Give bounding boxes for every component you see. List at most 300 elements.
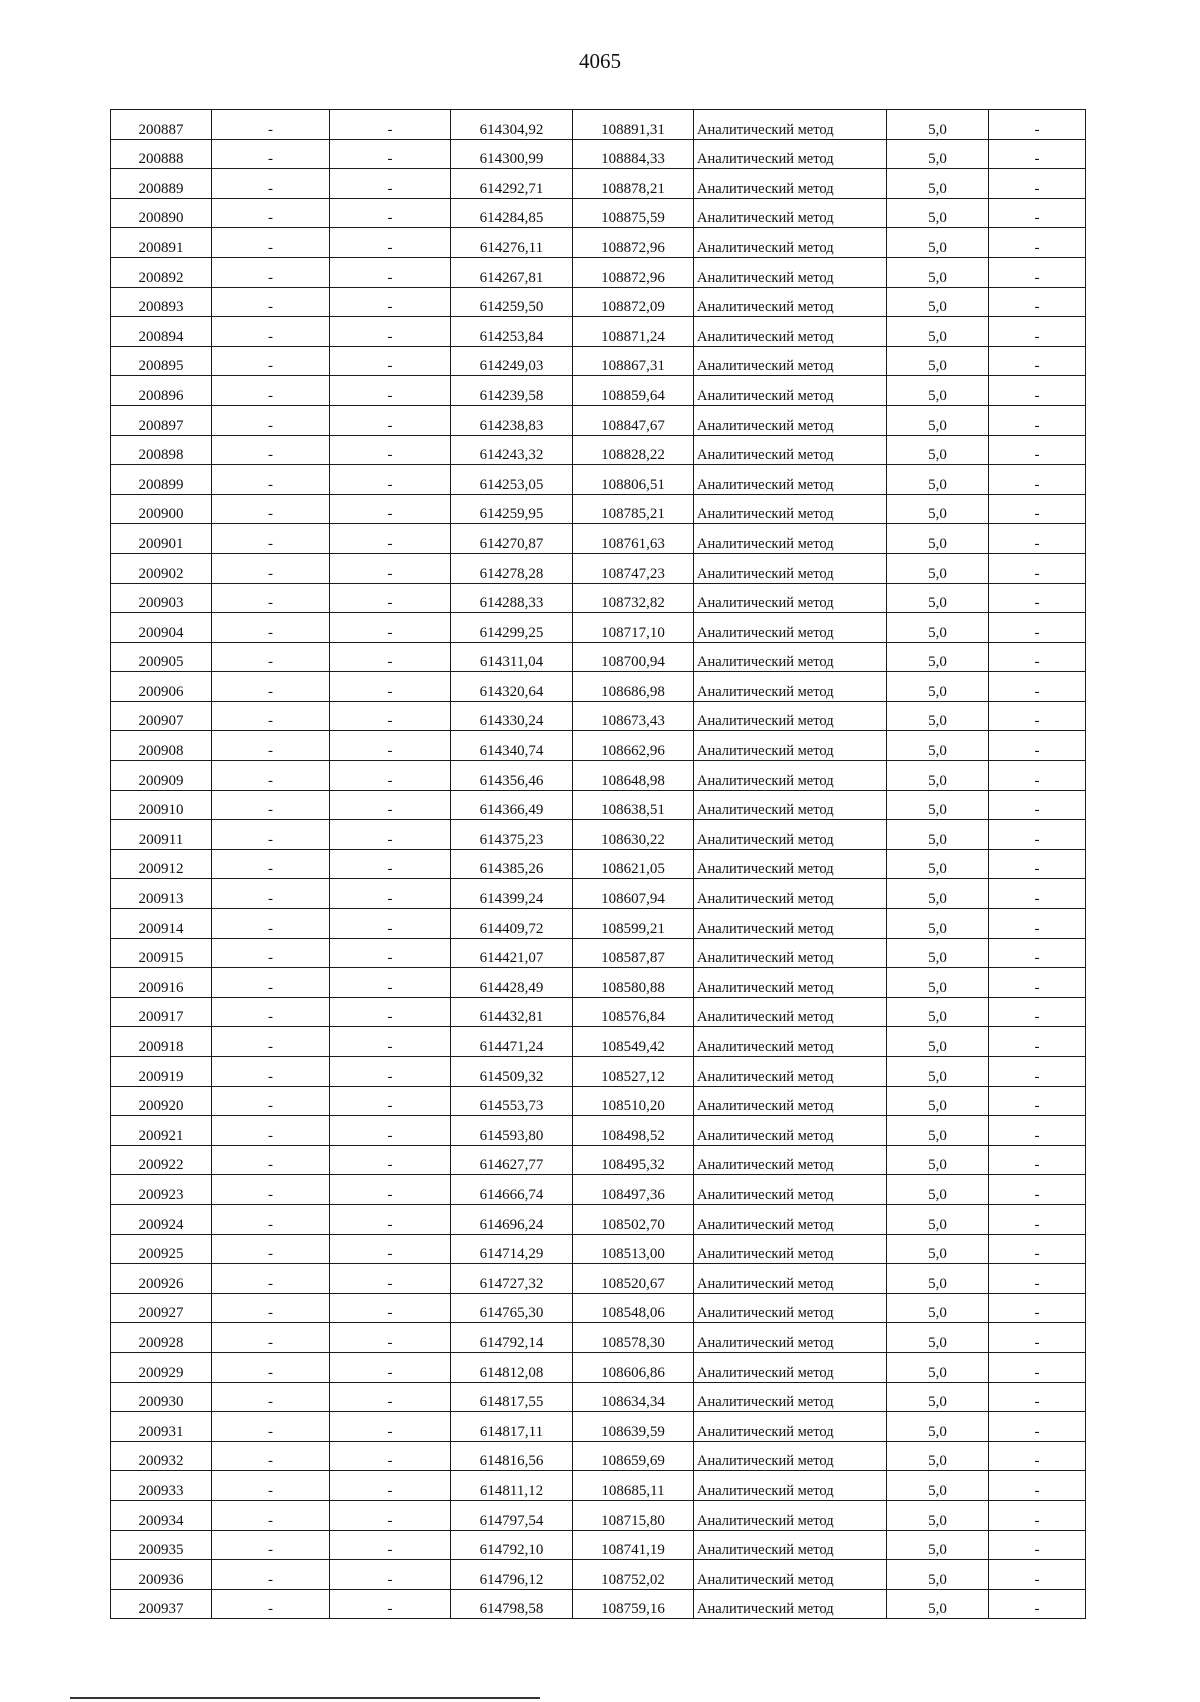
table-row: [111, 997, 1086, 1027]
dash-cell-1: -: [212, 879, 330, 909]
dash-cell-2: -: [330, 110, 451, 140]
dash-cell-1: -: [212, 1116, 330, 1146]
accuracy-cell: 5,0: [887, 1500, 989, 1530]
method-cell: Аналитический метод: [694, 1500, 887, 1530]
point-id-cell: 200902: [111, 553, 212, 583]
dash-cell-2: -: [330, 672, 451, 702]
x-coordinate-cell: 614727,32: [451, 1264, 573, 1294]
dash-cell-3: -: [989, 317, 1086, 347]
dash-cell-3: -: [989, 257, 1086, 287]
x-coordinate-cell: 614278,28: [451, 553, 573, 583]
dash-cell-3: -: [989, 820, 1086, 850]
dash-cell-2: -: [330, 494, 451, 524]
dash-cell-3: -: [989, 1057, 1086, 1087]
dash-cell-3: -: [989, 672, 1086, 702]
y-coordinate-cell: 108747,23: [573, 553, 694, 583]
dash-cell-3: -: [989, 1352, 1086, 1382]
y-coordinate-cell: 108872,96: [573, 257, 694, 287]
accuracy-cell: 5,0: [887, 405, 989, 435]
y-coordinate-cell: 108828,22: [573, 435, 694, 465]
method-cell: Аналитический метод: [694, 938, 887, 968]
point-id-cell: 200923: [111, 1175, 212, 1205]
method-cell: Аналитический метод: [694, 1145, 887, 1175]
dash-cell-3: -: [989, 1589, 1086, 1619]
point-id-cell: 200900: [111, 494, 212, 524]
dash-cell-1: -: [212, 1441, 330, 1471]
point-id-cell: 200927: [111, 1293, 212, 1323]
x-coordinate-cell: 614253,84: [451, 317, 573, 347]
accuracy-cell: 5,0: [887, 553, 989, 583]
x-coordinate-cell: 614267,81: [451, 257, 573, 287]
point-id-cell: 200905: [111, 642, 212, 672]
x-coordinate-cell: 614817,11: [451, 1412, 573, 1442]
dash-cell-1: -: [212, 968, 330, 998]
table-row: [111, 701, 1086, 731]
x-coordinate-cell: 614249,03: [451, 346, 573, 376]
point-id-cell: 200936: [111, 1560, 212, 1590]
accuracy-cell: 5,0: [887, 1264, 989, 1294]
point-id-cell: 200937: [111, 1589, 212, 1619]
method-cell: Аналитический метод: [694, 583, 887, 613]
point-id-cell: 200920: [111, 1086, 212, 1116]
table-row: [111, 761, 1086, 791]
dash-cell-2: -: [330, 731, 451, 761]
accuracy-cell: 5,0: [887, 731, 989, 761]
dash-cell-2: -: [330, 405, 451, 435]
method-cell: Аналитический метод: [694, 1530, 887, 1560]
dash-cell-1: -: [212, 820, 330, 850]
y-coordinate-cell: 108686,98: [573, 672, 694, 702]
point-id-cell: 200904: [111, 613, 212, 643]
accuracy-cell: 5,0: [887, 1471, 989, 1501]
point-id-cell: 200922: [111, 1145, 212, 1175]
dash-cell-1: -: [212, 642, 330, 672]
method-cell: Аналитический метод: [694, 968, 887, 998]
dash-cell-1: -: [212, 731, 330, 761]
table-row: [111, 672, 1086, 702]
y-coordinate-cell: 108549,42: [573, 1027, 694, 1057]
dash-cell-2: -: [330, 613, 451, 643]
table-row: [111, 1471, 1086, 1501]
x-coordinate-cell: 614259,50: [451, 287, 573, 317]
method-cell: Аналитический метод: [694, 1175, 887, 1205]
x-coordinate-cell: 614696,24: [451, 1204, 573, 1234]
table-row: [111, 465, 1086, 495]
accuracy-cell: 5,0: [887, 938, 989, 968]
dash-cell-3: -: [989, 1382, 1086, 1412]
y-coordinate-cell: 108761,63: [573, 524, 694, 554]
point-id-cell: 200917: [111, 997, 212, 1027]
x-coordinate-cell: 614765,30: [451, 1293, 573, 1323]
table-row: [111, 909, 1086, 939]
dash-cell-1: -: [212, 169, 330, 199]
y-coordinate-cell: 108732,82: [573, 583, 694, 613]
point-id-cell: 200897: [111, 405, 212, 435]
dash-cell-1: -: [212, 1382, 330, 1412]
table-row: [111, 1560, 1086, 1590]
table-row: [111, 1057, 1086, 1087]
table-row: [111, 1264, 1086, 1294]
dash-cell-1: -: [212, 672, 330, 702]
table-row: [111, 1145, 1086, 1175]
y-coordinate-cell: 108872,96: [573, 228, 694, 258]
y-coordinate-cell: 108498,52: [573, 1116, 694, 1146]
dash-cell-3: -: [989, 553, 1086, 583]
x-coordinate-cell: 614292,71: [451, 169, 573, 199]
dash-cell-3: -: [989, 405, 1086, 435]
dash-cell-2: -: [330, 553, 451, 583]
accuracy-cell: 5,0: [887, 524, 989, 554]
point-id-cell: 200910: [111, 790, 212, 820]
dash-cell-3: -: [989, 938, 1086, 968]
table-row: [111, 583, 1086, 613]
point-id-cell: 200933: [111, 1471, 212, 1501]
y-coordinate-cell: 108527,12: [573, 1057, 694, 1087]
dash-cell-1: -: [212, 1412, 330, 1442]
dash-cell-2: -: [330, 820, 451, 850]
dash-cell-1: -: [212, 1589, 330, 1619]
dash-cell-3: -: [989, 287, 1086, 317]
y-coordinate-cell: 108648,98: [573, 761, 694, 791]
dash-cell-1: -: [212, 435, 330, 465]
dash-cell-2: -: [330, 1175, 451, 1205]
dash-cell-3: -: [989, 1175, 1086, 1205]
x-coordinate-cell: 614284,85: [451, 198, 573, 228]
dash-cell-2: -: [330, 761, 451, 791]
method-cell: Аналитический метод: [694, 346, 887, 376]
y-coordinate-cell: 108752,02: [573, 1560, 694, 1590]
method-cell: Аналитический метод: [694, 790, 887, 820]
table-row: [111, 524, 1086, 554]
accuracy-cell: 5,0: [887, 1352, 989, 1382]
dash-cell-1: -: [212, 198, 330, 228]
table-row: [111, 849, 1086, 879]
accuracy-cell: 5,0: [887, 287, 989, 317]
method-cell: Аналитический метод: [694, 317, 887, 347]
x-coordinate-cell: 614304,92: [451, 110, 573, 140]
table-row: [111, 1175, 1086, 1205]
dash-cell-1: -: [212, 1145, 330, 1175]
dash-cell-3: -: [989, 169, 1086, 199]
accuracy-cell: 5,0: [887, 1116, 989, 1146]
dash-cell-2: -: [330, 1116, 451, 1146]
table-row: [111, 1500, 1086, 1530]
point-id-cell: 200889: [111, 169, 212, 199]
point-id-cell: 200906: [111, 672, 212, 702]
dash-cell-1: -: [212, 228, 330, 258]
y-coordinate-cell: 108859,64: [573, 376, 694, 406]
method-cell: Аналитический метод: [694, 228, 887, 258]
point-id-cell: 200924: [111, 1204, 212, 1234]
dash-cell-1: -: [212, 110, 330, 140]
table-row: [111, 494, 1086, 524]
dash-cell-3: -: [989, 1500, 1086, 1530]
dash-cell-3: -: [989, 110, 1086, 140]
dash-cell-3: -: [989, 346, 1086, 376]
accuracy-cell: 5,0: [887, 701, 989, 731]
x-coordinate-cell: 614239,58: [451, 376, 573, 406]
accuracy-cell: 5,0: [887, 198, 989, 228]
accuracy-cell: 5,0: [887, 968, 989, 998]
y-coordinate-cell: 108578,30: [573, 1323, 694, 1353]
table-row: [111, 1382, 1086, 1412]
point-id-cell: 200914: [111, 909, 212, 939]
point-id-cell: 200926: [111, 1264, 212, 1294]
dash-cell-1: -: [212, 1204, 330, 1234]
dash-cell-2: -: [330, 524, 451, 554]
dash-cell-3: -: [989, 465, 1086, 495]
accuracy-cell: 5,0: [887, 1441, 989, 1471]
dash-cell-3: -: [989, 701, 1086, 731]
dash-cell-2: -: [330, 1323, 451, 1353]
method-cell: Аналитический метод: [694, 701, 887, 731]
table-row: [111, 731, 1086, 761]
dash-cell-1: -: [212, 257, 330, 287]
x-coordinate-cell: 614243,32: [451, 435, 573, 465]
table-row: [111, 1530, 1086, 1560]
accuracy-cell: 5,0: [887, 997, 989, 1027]
dash-cell-1: -: [212, 701, 330, 731]
dash-cell-1: -: [212, 1323, 330, 1353]
accuracy-cell: 5,0: [887, 494, 989, 524]
method-cell: Аналитический метод: [694, 849, 887, 879]
y-coordinate-cell: 108847,67: [573, 405, 694, 435]
dash-cell-1: -: [212, 1500, 330, 1530]
dash-cell-2: -: [330, 1352, 451, 1382]
method-cell: Аналитический метод: [694, 1086, 887, 1116]
dash-cell-3: -: [989, 1560, 1086, 1590]
method-cell: Аналитический метод: [694, 909, 887, 939]
x-coordinate-cell: 614593,80: [451, 1116, 573, 1146]
dash-cell-2: -: [330, 257, 451, 287]
table-row: [111, 613, 1086, 643]
dash-cell-1: -: [212, 494, 330, 524]
method-cell: Аналитический метод: [694, 110, 887, 140]
y-coordinate-cell: 108510,20: [573, 1086, 694, 1116]
table-row: [111, 1234, 1086, 1264]
y-coordinate-cell: 108587,87: [573, 938, 694, 968]
dash-cell-2: -: [330, 465, 451, 495]
dash-cell-3: -: [989, 1116, 1086, 1146]
y-coordinate-cell: 108891,31: [573, 110, 694, 140]
dash-cell-2: -: [330, 1589, 451, 1619]
y-coordinate-cell: 108634,34: [573, 1382, 694, 1412]
y-coordinate-cell: 108717,10: [573, 613, 694, 643]
accuracy-cell: 5,0: [887, 1530, 989, 1560]
x-coordinate-cell: 614320,64: [451, 672, 573, 702]
x-coordinate-cell: 614340,74: [451, 731, 573, 761]
dash-cell-2: -: [330, 879, 451, 909]
dash-cell-2: -: [330, 287, 451, 317]
dash-cell-1: -: [212, 317, 330, 347]
table-row: [111, 1204, 1086, 1234]
method-cell: Аналитический метод: [694, 376, 887, 406]
point-id-cell: 200932: [111, 1441, 212, 1471]
dash-cell-1: -: [212, 583, 330, 613]
x-coordinate-cell: 614812,08: [451, 1352, 573, 1382]
dash-cell-1: -: [212, 1234, 330, 1264]
dash-cell-3: -: [989, 228, 1086, 258]
y-coordinate-cell: 108639,59: [573, 1412, 694, 1442]
method-cell: Аналитический метод: [694, 524, 887, 554]
x-coordinate-cell: 614714,29: [451, 1234, 573, 1264]
x-coordinate-cell: 614399,24: [451, 879, 573, 909]
dash-cell-1: -: [212, 1264, 330, 1294]
table-row: [111, 169, 1086, 199]
dash-cell-3: -: [989, 731, 1086, 761]
table-row: [111, 435, 1086, 465]
method-cell: Аналитический метод: [694, 761, 887, 791]
x-coordinate-cell: 614792,14: [451, 1323, 573, 1353]
y-coordinate-cell: 108871,24: [573, 317, 694, 347]
x-coordinate-cell: 614792,10: [451, 1530, 573, 1560]
y-coordinate-cell: 108867,31: [573, 346, 694, 376]
y-coordinate-cell: 108502,70: [573, 1204, 694, 1234]
point-id-cell: 200896: [111, 376, 212, 406]
dash-cell-1: -: [212, 465, 330, 495]
dash-cell-3: -: [989, 997, 1086, 1027]
dash-cell-1: -: [212, 376, 330, 406]
y-coordinate-cell: 108715,80: [573, 1500, 694, 1530]
y-coordinate-cell: 108685,11: [573, 1471, 694, 1501]
method-cell: Аналитический метод: [694, 1412, 887, 1442]
table-row: [111, 642, 1086, 672]
point-id-cell: 200908: [111, 731, 212, 761]
point-id-cell: 200929: [111, 1352, 212, 1382]
dash-cell-3: -: [989, 1145, 1086, 1175]
table-row: [111, 820, 1086, 850]
point-id-cell: 200888: [111, 139, 212, 169]
dash-cell-1: -: [212, 346, 330, 376]
y-coordinate-cell: 108638,51: [573, 790, 694, 820]
dash-cell-3: -: [989, 909, 1086, 939]
dash-cell-3: -: [989, 1293, 1086, 1323]
point-id-cell: 200912: [111, 849, 212, 879]
dash-cell-3: -: [989, 524, 1086, 554]
table-row: [111, 376, 1086, 406]
dash-cell-2: -: [330, 376, 451, 406]
point-id-cell: 200913: [111, 879, 212, 909]
dash-cell-1: -: [212, 1175, 330, 1205]
dash-cell-2: -: [330, 701, 451, 731]
dash-cell-2: -: [330, 1145, 451, 1175]
dash-cell-3: -: [989, 849, 1086, 879]
point-id-cell: 200934: [111, 1500, 212, 1530]
table-row: [111, 346, 1086, 376]
dash-cell-3: -: [989, 613, 1086, 643]
dash-cell-2: -: [330, 1471, 451, 1501]
accuracy-cell: 5,0: [887, 761, 989, 791]
method-cell: Аналитический метод: [694, 1264, 887, 1294]
dash-cell-3: -: [989, 139, 1086, 169]
page-number: 4065: [579, 49, 621, 73]
dash-cell-1: -: [212, 938, 330, 968]
y-coordinate-cell: 108872,09: [573, 287, 694, 317]
dash-cell-1: -: [212, 1530, 330, 1560]
method-cell: Аналитический метод: [694, 1560, 887, 1590]
y-coordinate-cell: 108520,67: [573, 1264, 694, 1294]
x-coordinate-cell: 614666,74: [451, 1175, 573, 1205]
point-id-cell: 200898: [111, 435, 212, 465]
x-coordinate-cell: 614817,55: [451, 1382, 573, 1412]
dash-cell-3: -: [989, 583, 1086, 613]
point-id-cell: 200894: [111, 317, 212, 347]
method-cell: Аналитический метод: [694, 1471, 887, 1501]
accuracy-cell: 5,0: [887, 435, 989, 465]
y-coordinate-cell: 108576,84: [573, 997, 694, 1027]
x-coordinate-cell: 614288,33: [451, 583, 573, 613]
x-coordinate-cell: 614259,95: [451, 494, 573, 524]
x-coordinate-cell: 614375,23: [451, 820, 573, 850]
x-coordinate-cell: 614471,24: [451, 1027, 573, 1057]
point-id-cell: 200899: [111, 465, 212, 495]
accuracy-cell: 5,0: [887, 317, 989, 347]
dash-cell-2: -: [330, 1500, 451, 1530]
dash-cell-1: -: [212, 997, 330, 1027]
y-coordinate-cell: 108662,96: [573, 731, 694, 761]
method-cell: Аналитический метод: [694, 198, 887, 228]
x-coordinate-cell: 614509,32: [451, 1057, 573, 1087]
accuracy-cell: 5,0: [887, 257, 989, 287]
dash-cell-2: -: [330, 968, 451, 998]
dash-cell-2: -: [330, 317, 451, 347]
table-row: [111, 1116, 1086, 1146]
accuracy-cell: 5,0: [887, 642, 989, 672]
accuracy-cell: 5,0: [887, 1234, 989, 1264]
dash-cell-2: -: [330, 909, 451, 939]
accuracy-cell: 5,0: [887, 228, 989, 258]
table-row: [111, 1441, 1086, 1471]
dash-cell-2: -: [330, 1027, 451, 1057]
method-cell: Аналитический метод: [694, 494, 887, 524]
dash-cell-2: -: [330, 1057, 451, 1087]
method-cell: Аналитический метод: [694, 1204, 887, 1234]
method-cell: Аналитический метод: [694, 997, 887, 1027]
accuracy-cell: 5,0: [887, 1057, 989, 1087]
dash-cell-3: -: [989, 1264, 1086, 1294]
point-id-cell: 200907: [111, 701, 212, 731]
bottom-rule: [70, 1697, 540, 1699]
table-row: [111, 228, 1086, 258]
table-row: [111, 317, 1086, 347]
point-id-cell: 200918: [111, 1027, 212, 1057]
x-coordinate-cell: 614300,99: [451, 139, 573, 169]
method-cell: Аналитический метод: [694, 1234, 887, 1264]
accuracy-cell: 5,0: [887, 1412, 989, 1442]
dash-cell-3: -: [989, 435, 1086, 465]
dash-cell-3: -: [989, 1027, 1086, 1057]
accuracy-cell: 5,0: [887, 1323, 989, 1353]
table-row: [111, 405, 1086, 435]
dash-cell-2: -: [330, 1530, 451, 1560]
method-cell: Аналитический метод: [694, 553, 887, 583]
x-coordinate-cell: 614366,49: [451, 790, 573, 820]
dash-cell-2: -: [330, 139, 451, 169]
dash-cell-2: -: [330, 938, 451, 968]
table-row: [111, 1293, 1086, 1323]
dash-cell-2: -: [330, 790, 451, 820]
dash-cell-1: -: [212, 405, 330, 435]
method-cell: Аналитический метод: [694, 139, 887, 169]
dash-cell-1: -: [212, 849, 330, 879]
dash-cell-3: -: [989, 761, 1086, 791]
table-row: [111, 553, 1086, 583]
point-id-cell: 200890: [111, 198, 212, 228]
x-coordinate-cell: 614627,77: [451, 1145, 573, 1175]
accuracy-cell: 5,0: [887, 1027, 989, 1057]
dash-cell-3: -: [989, 494, 1086, 524]
dash-cell-1: -: [212, 613, 330, 643]
